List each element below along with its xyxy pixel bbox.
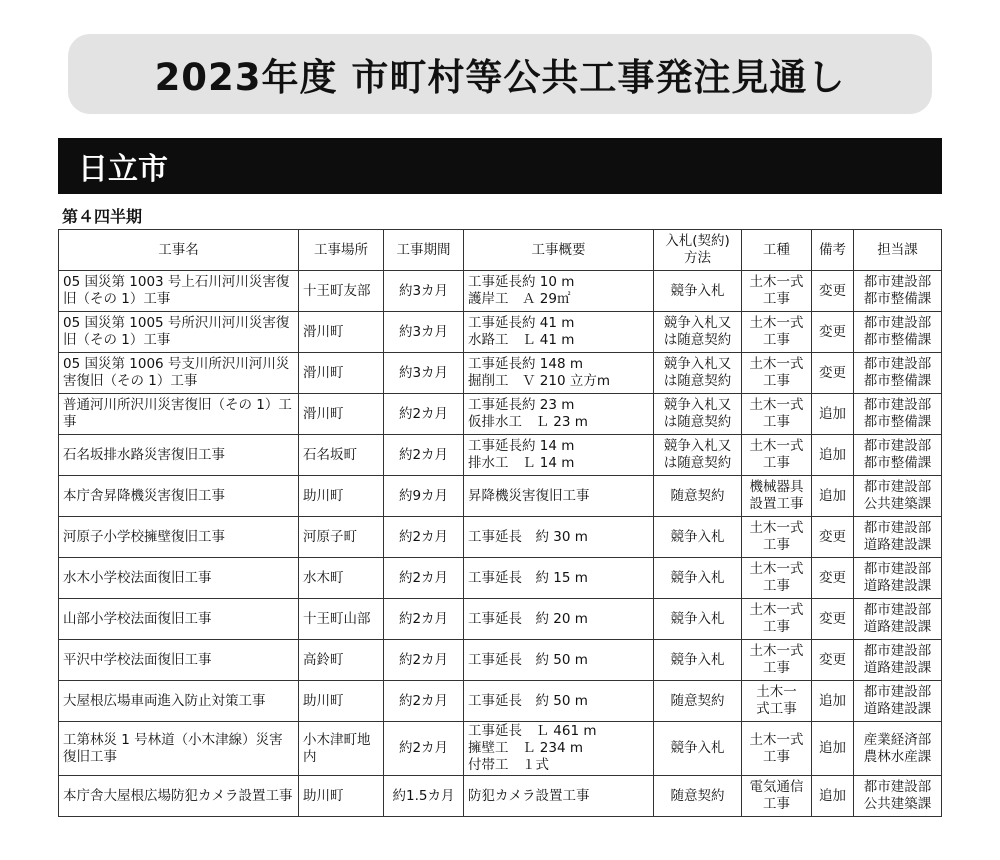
department-cell: 都市建設部 道路建設課 — [854, 558, 942, 599]
duration-cell: 約3カ月 — [384, 271, 464, 312]
remarks-cell: 変更 — [812, 353, 854, 394]
construction-outlook-table — [58, 229, 942, 817]
work-type-cell: 土木一式 工事 — [742, 599, 812, 640]
location-cell: 石名坂町 — [299, 435, 384, 476]
location-cell: 助川町 — [299, 476, 384, 517]
project-name-cell: 工第林災 1 号林道（小木津線）災害復旧工事 — [59, 722, 299, 776]
project-name-cell: 河原子小学校擁壁復旧工事 — [59, 517, 299, 558]
table-header-row — [59, 230, 942, 271]
department-cell: 都市建設部 都市整備課 — [854, 271, 942, 312]
table-row — [59, 394, 942, 435]
duration-cell: 約2カ月 — [384, 435, 464, 476]
table-row — [59, 517, 942, 558]
work-type-cell: 土木一式 工事 — [742, 394, 812, 435]
table-row — [59, 476, 942, 517]
table-row — [59, 353, 942, 394]
location-cell: 水木町 — [299, 558, 384, 599]
duration-cell: 約2カ月 — [384, 517, 464, 558]
duration-cell: 約3カ月 — [384, 312, 464, 353]
duration-cell: 約2カ月 — [384, 558, 464, 599]
header-cell: 工事名 — [59, 230, 299, 271]
bidding-method-cell: 競争入札又 は随意契約 — [654, 312, 742, 353]
bidding-method-cell: 競争入札 — [654, 558, 742, 599]
remarks-cell: 変更 — [812, 271, 854, 312]
work-type-cell: 電気通信 工事 — [742, 776, 812, 817]
work-type-cell: 土木一式 工事 — [742, 312, 812, 353]
department-cell: 都市建設部 都市整備課 — [854, 435, 942, 476]
table-row — [59, 640, 942, 681]
department-cell: 都市建設部 道路建設課 — [854, 681, 942, 722]
table-row — [59, 681, 942, 722]
work-type-cell: 土木一式 工事 — [742, 722, 812, 776]
project-name-cell: 水木小学校法面復旧工事 — [59, 558, 299, 599]
remarks-cell: 追加 — [812, 476, 854, 517]
header-cell: 工事期間 — [384, 230, 464, 271]
location-cell: 高鈴町 — [299, 640, 384, 681]
bidding-method-cell: 随意契約 — [654, 681, 742, 722]
summary-cell: 工事延長約 148 m 掘削工 Ｖ 210 立方m — [464, 353, 654, 394]
table-row — [59, 271, 942, 312]
location-cell: 十王町山部 — [299, 599, 384, 640]
summary-cell: 工事延長約 10 m 護岸工 Ａ 29㎡ — [464, 271, 654, 312]
bidding-method-cell: 競争入札 — [654, 640, 742, 681]
header-cell: 工事概要 — [464, 230, 654, 271]
location-cell: 河原子町 — [299, 517, 384, 558]
city-name: 日立市 — [78, 152, 168, 187]
summary-cell: 防犯カメラ設置工事 — [464, 776, 654, 817]
department-cell: 都市建設部 都市整備課 — [854, 312, 942, 353]
remarks-cell: 追加 — [812, 435, 854, 476]
table-row — [59, 776, 942, 817]
page-title: 2023年度 市町村等公共工事発注見通し — [154, 56, 846, 99]
work-type-cell: 土木一式 工事 — [742, 271, 812, 312]
city-heading-bar — [58, 138, 942, 194]
location-cell: 滑川町 — [299, 312, 384, 353]
summary-cell: 工事延長約 14 m 排水工 Ｌ 14 m — [464, 435, 654, 476]
location-cell: 十王町友部 — [299, 271, 384, 312]
project-name-cell: 05 国災第 1006 号支川所沢川河川災害復旧（その 1）工事 — [59, 353, 299, 394]
summary-cell: 工事延長 約 20 m — [464, 599, 654, 640]
location-cell: 助川町 — [299, 776, 384, 817]
duration-cell: 約1.5カ月 — [384, 776, 464, 817]
summary-cell: 工事延長 約 30 m — [464, 517, 654, 558]
project-name-cell: 平沢中学校法面復旧工事 — [59, 640, 299, 681]
project-name-cell: 05 国災第 1003 号上石川河川災害復旧（その 1）工事 — [59, 271, 299, 312]
header-cell: 工種 — [742, 230, 812, 271]
quarter-label: 第４四半期 — [62, 207, 143, 226]
bidding-method-cell: 随意契約 — [654, 476, 742, 517]
project-name-cell: 大屋根広場車両進入防止対策工事 — [59, 681, 299, 722]
table-body — [59, 271, 942, 817]
work-type-cell: 機械器具 設置工事 — [742, 476, 812, 517]
header-cell: 入札(契約) 方法 — [654, 230, 742, 271]
department-cell: 都市建設部 都市整備課 — [854, 394, 942, 435]
header-cell: 備考 — [812, 230, 854, 271]
summary-cell: 工事延長約 23 m 仮排水工 Ｌ 23 m — [464, 394, 654, 435]
title-banner — [68, 34, 932, 114]
table-row — [59, 558, 942, 599]
summary-cell: 工事延長 Ｌ 461 m 擁壁工 Ｌ 234 m 付帯工 １式 — [464, 722, 654, 776]
header-cell: 担当課 — [854, 230, 942, 271]
project-name-cell: 普通河川所沢川災害復旧（その 1）工事 — [59, 394, 299, 435]
duration-cell: 約2カ月 — [384, 394, 464, 435]
department-cell: 産業経済部 農林水産課 — [854, 722, 942, 776]
work-type-cell: 土木一式 工事 — [742, 435, 812, 476]
department-cell: 都市建設部 道路建設課 — [854, 599, 942, 640]
project-name-cell: 山部小学校法面復旧工事 — [59, 599, 299, 640]
remarks-cell: 追加 — [812, 394, 854, 435]
location-cell: 滑川町 — [299, 353, 384, 394]
summary-cell: 昇降機災害復旧工事 — [464, 476, 654, 517]
work-type-cell: 土木一 式工事 — [742, 681, 812, 722]
duration-cell: 約2カ月 — [384, 599, 464, 640]
duration-cell: 約2カ月 — [384, 640, 464, 681]
remarks-cell: 追加 — [812, 776, 854, 817]
summary-cell: 工事延長 約 50 m — [464, 681, 654, 722]
department-cell: 都市建設部 道路建設課 — [854, 517, 942, 558]
work-type-cell: 土木一式 工事 — [742, 640, 812, 681]
table-row — [59, 722, 942, 776]
department-cell: 都市建設部 都市整備課 — [854, 353, 942, 394]
work-type-cell: 土木一式 工事 — [742, 353, 812, 394]
duration-cell: 約2カ月 — [384, 722, 464, 776]
work-type-cell: 土木一式 工事 — [742, 517, 812, 558]
remarks-cell: 変更 — [812, 558, 854, 599]
duration-cell: 約9カ月 — [384, 476, 464, 517]
table-row — [59, 312, 942, 353]
bidding-method-cell: 競争入札 — [654, 271, 742, 312]
bidding-method-cell: 競争入札 — [654, 722, 742, 776]
bidding-method-cell: 競争入札又 は随意契約 — [654, 353, 742, 394]
table-row — [59, 435, 942, 476]
bidding-method-cell: 競争入札又 は随意契約 — [654, 394, 742, 435]
remarks-cell: 変更 — [812, 599, 854, 640]
remarks-cell: 変更 — [812, 640, 854, 681]
summary-cell: 工事延長 約 15 m — [464, 558, 654, 599]
duration-cell: 約2カ月 — [384, 681, 464, 722]
project-name-cell: 石名坂排水路災害復旧工事 — [59, 435, 299, 476]
location-cell: 滑川町 — [299, 394, 384, 435]
bidding-method-cell: 競争入札 — [654, 517, 742, 558]
department-cell: 都市建設部 道路建設課 — [854, 640, 942, 681]
work-type-cell: 土木一式 工事 — [742, 558, 812, 599]
table-row — [59, 599, 942, 640]
project-name-cell: 05 国災第 1005 号所沢川河川災害復旧（その 1）工事 — [59, 312, 299, 353]
summary-cell: 工事延長 約 50 m — [464, 640, 654, 681]
location-cell: 助川町 — [299, 681, 384, 722]
header-cell: 工事場所 — [299, 230, 384, 271]
remarks-cell: 追加 — [812, 722, 854, 776]
project-name-cell: 本庁舎大屋根広場防犯カメラ設置工事 — [59, 776, 299, 817]
remarks-cell: 追加 — [812, 681, 854, 722]
department-cell: 都市建設部 公共建築課 — [854, 476, 942, 517]
bidding-method-cell: 競争入札又 は随意契約 — [654, 435, 742, 476]
project-name-cell: 本庁舎昇降機災害復旧工事 — [59, 476, 299, 517]
bidding-method-cell: 随意契約 — [654, 776, 742, 817]
remarks-cell: 変更 — [812, 517, 854, 558]
department-cell: 都市建設部 公共建築課 — [854, 776, 942, 817]
summary-cell: 工事延長約 41 m 水路工 Ｌ 41 m — [464, 312, 654, 353]
duration-cell: 約3カ月 — [384, 353, 464, 394]
location-cell: 小木津町地内 — [299, 722, 384, 776]
bidding-method-cell: 競争入札 — [654, 599, 742, 640]
remarks-cell: 変更 — [812, 312, 854, 353]
